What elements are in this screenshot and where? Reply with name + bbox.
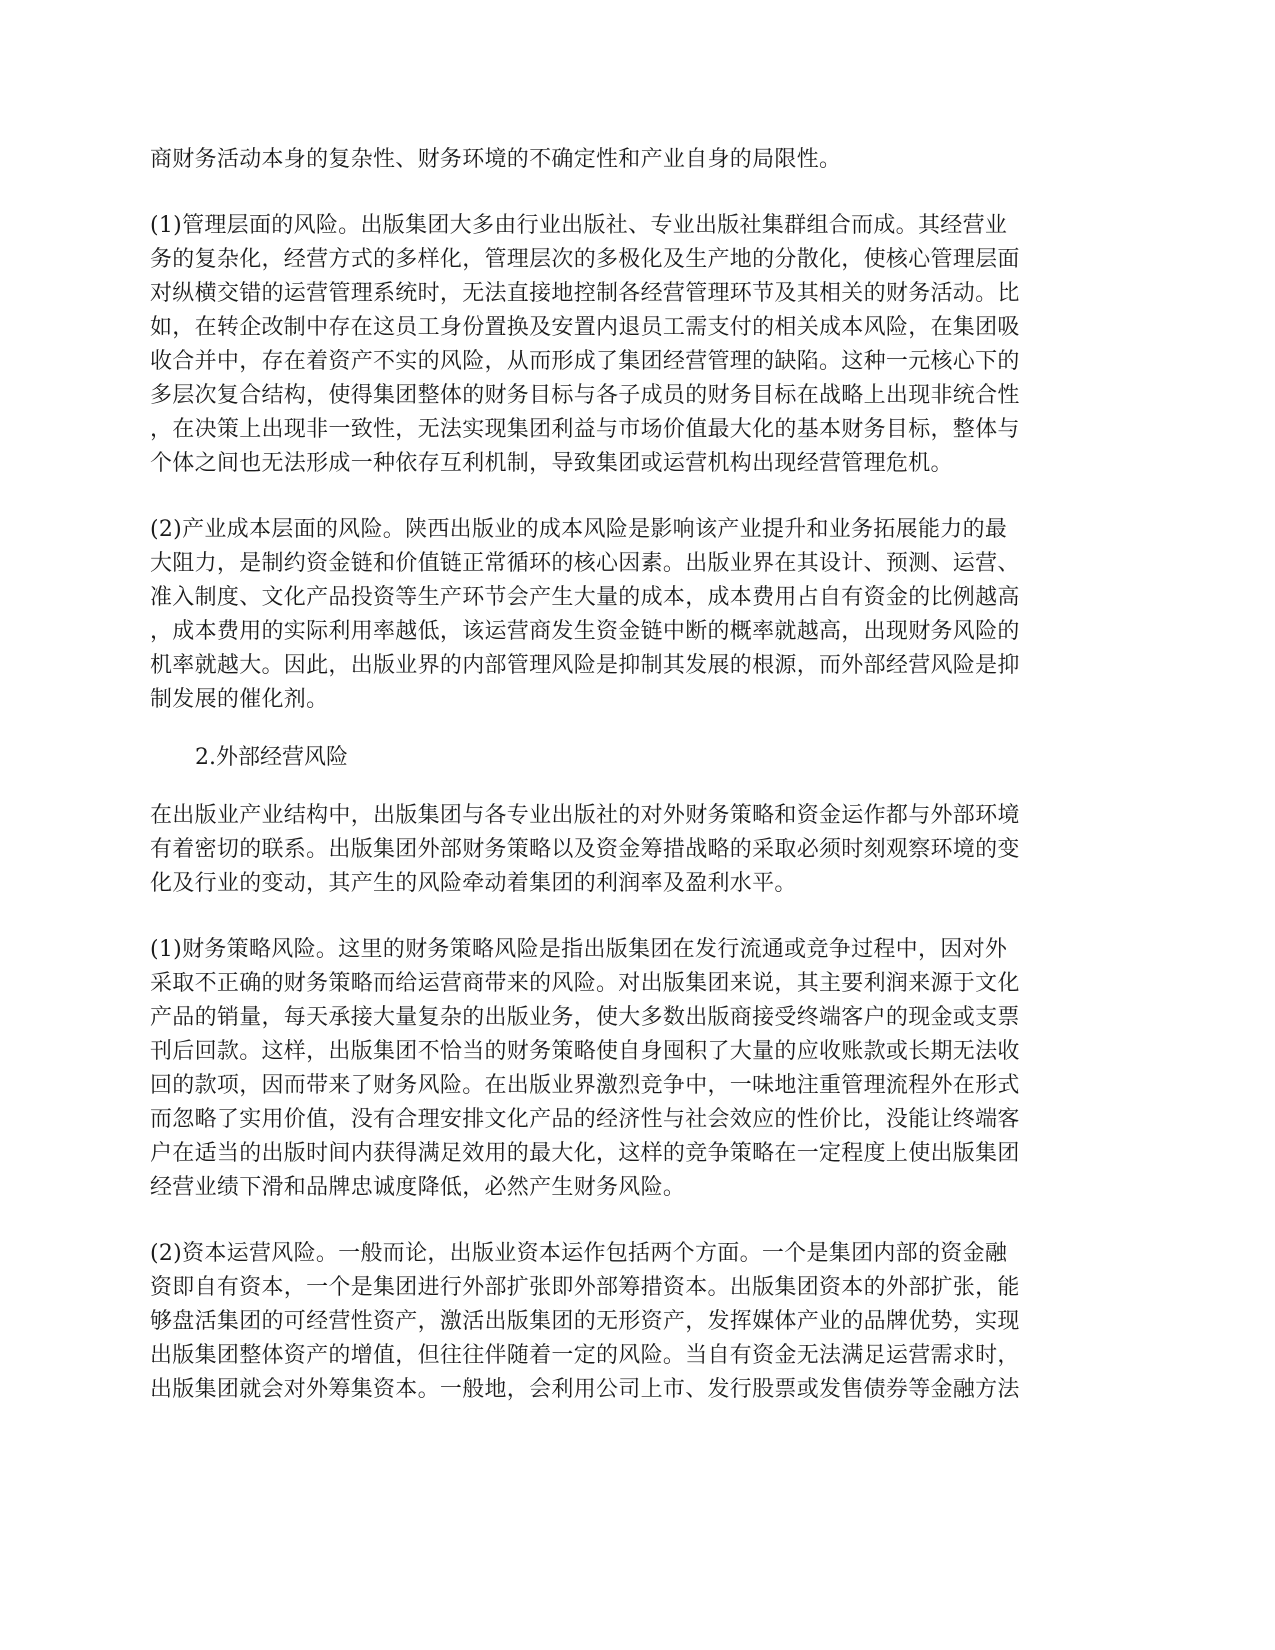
text-line: 够盘活集团的可经营性资产，激活出版集团的无形资产，发挥媒体产业的品牌优势，实现	[150, 1309, 1020, 1334]
text-line: 采取不正确的财务策略而给运营商带来的风险。对出版集团来说，其主要利润来源于文化	[150, 971, 1020, 996]
text-line: 对纵横交错的运营管理系统时，无法直接地控制各经营管理环节及其相关的财务活动。比	[150, 281, 1020, 306]
text-line: 而忽略了实用价值，没有合理安排文化产品的经济性与社会效应的性价比，没能让终端客	[150, 1107, 1020, 1132]
text-line: (1)财务策略风险。这里的财务策略风险是指出版集团在发行流通或竞争过程中，因对外	[150, 937, 1008, 962]
text-line: 户在适当的出版时间内获得满足效用的最大化，这样的竞争策略在一定程度上使出版集团	[150, 1141, 1020, 1166]
text-line: 收合并中，存在着资产不实的风险，从而形成了集团经营管理的缺陷。这种一元核心下的	[150, 349, 1020, 374]
text-line: 制发展的催化剂。	[150, 687, 329, 712]
text-line: (2)资本运营风险。一般而论，出版业资本运作包括两个方面。一个是集团内部的资金融	[150, 1241, 1008, 1266]
paragraph-external-intro	[150, 799, 1118, 901]
text-line: 准入制度、文化产品投资等生产环节会产生大量的成本，成本费用占自有资金的比例越高	[150, 585, 1020, 610]
text-line: 机率就越大。因此，出版业界的内部管理风险是抑制其发展的根源，而外部经营风险是抑	[150, 653, 1020, 678]
text-line: 资即自有资本，一个是集团进行外部扩张即外部筹措资本。出版集团资本的外部扩张，能	[150, 1275, 1020, 1300]
section-heading: 2.外部经营风险	[195, 745, 348, 770]
text-line: 在出版业产业结构中，出版集团与各专业出版社的对外财务策略和资金运作都与外部环境	[150, 803, 1020, 828]
paragraph-management-risk	[150, 209, 1118, 481]
text-line: 商财务活动本身的复杂性、财务环境的不确定性和产业自身的局限性。	[150, 147, 842, 172]
text-line: 回的款项，因而带来了财务风险。在出版业界激烈竞争中，一味地注重管理流程外在形式	[150, 1073, 1020, 1098]
text-line: 刊后回款。这样，出版集团不恰当的财务策略使自身囤积了大量的应收账款或长期无法收	[150, 1039, 1020, 1064]
text-line: (1)管理层面的风险。出版集团大多由行业出版社、专业出版社集群组合而成。其经营业	[150, 213, 1008, 238]
text-line: 出版集团就会对外筹集资本。一般地，会利用公司上市、发行股票或发售债券等金融方法	[150, 1377, 1020, 1402]
text-line: ，在决策上出现非一致性，无法实现集团利益与市场价值最大化的基本财务目标，整体与	[150, 417, 1020, 442]
paragraph-intro-tail	[150, 143, 1118, 177]
text-line: ，成本费用的实际利用率越低，该运营商发生资金链中断的概率就越高，出现财务风险的	[150, 619, 1020, 644]
text-line: 务的复杂化，经营方式的多样化，管理层次的多极化及生产地的分散化，使核心管理层面	[150, 247, 1020, 272]
paragraph-capital-risk	[150, 1237, 1118, 1407]
text-line: 经营业绩下滑和品牌忠诚度降低，必然产生财务风险。	[150, 1175, 686, 1200]
text-line: (2)产业成本层面的风险。陕西出版业的成本风险是影响该产业提升和业务拓展能力的最	[150, 517, 1008, 542]
text-line: 化及行业的变动，其产生的风险牵动着集团的利润率及盈利水平。	[150, 871, 797, 896]
paragraph-strategy-risk	[150, 933, 1118, 1205]
text-line: 产品的销量，每天承接大量复杂的出版业务，使大多数出版商接受终端客户的现金或支票	[150, 1005, 1020, 1030]
text-line: 多层次复合结构，使得集团整体的财务目标与各子成员的财务目标在战略上出现非统合性	[150, 383, 1020, 408]
text-line: 如，在转企改制中存在这员工身份置换及安置内退员工需支付的相关成本风险，在集团吸	[150, 315, 1020, 340]
document-page	[150, 143, 1118, 1407]
paragraph-cost-risk	[150, 513, 1118, 717]
text-line: 出版集团整体资产的增值，但往往伴随着一定的风险。当自有资金无法满足运营需求时，	[150, 1343, 1020, 1368]
text-line: 个体之间也无法形成一种依存互利机制，导致集团或运营机构出现经营管理危机。	[150, 451, 953, 476]
text-line: 大阻力，是制约资金链和价值链正常循环的核心因素。出版业界在其设计、预测、运营、	[150, 551, 1020, 576]
text-line: 有着密切的联系。出版集团外部财务策略以及资金筹措战略的采取必须时刻观察环境的变	[150, 837, 1020, 862]
